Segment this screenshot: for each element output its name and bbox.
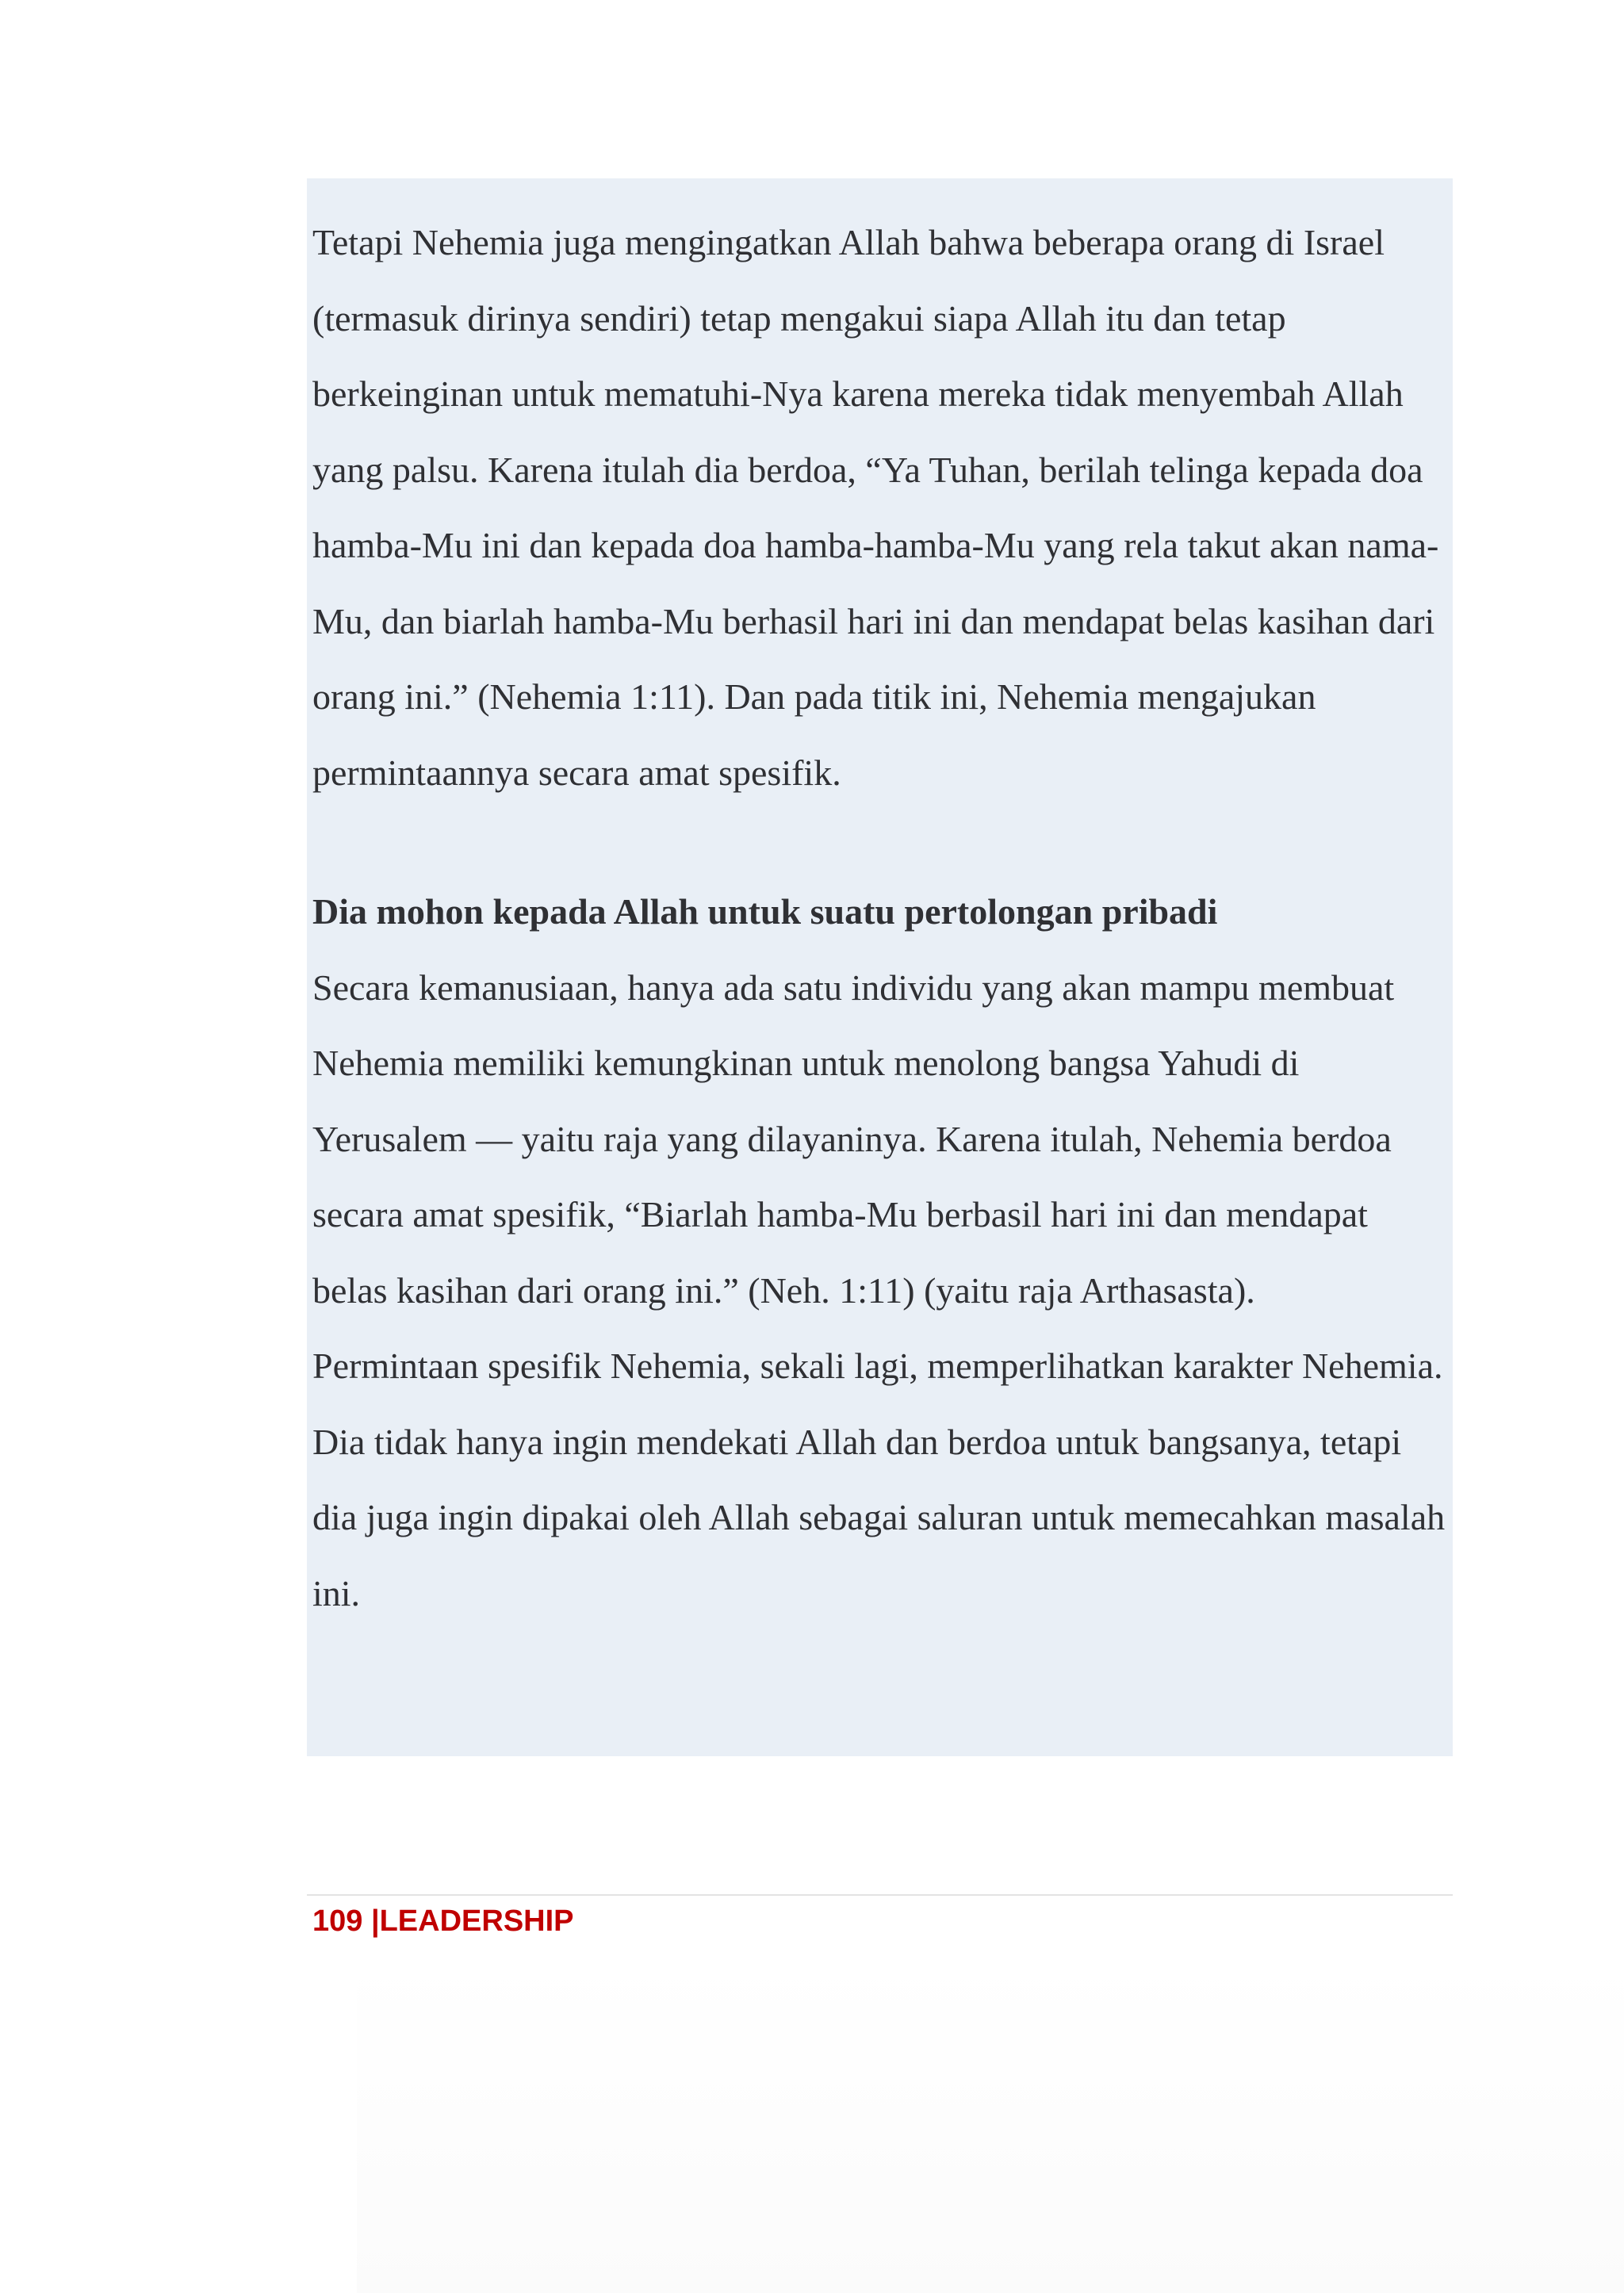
paragraph-specific-request: Permintaan spesifik Nehemia, sekali lagi, memperlihatkan karakter Nehemia. Dia tidak hanya ingin mendekati Allah dan berdoa untuk bangsanya, tetapi dia juga ingin dipakai oleh Allah sebagai saluran untuk memecahkan masalah ini. xyxy=(312,1346,1446,1614)
paragraph-nehemia-prayer: Tetapi Nehemia juga mengingatkan Allah bahwa beberapa orang di Israel (termasuk dirinya sendiri) tetap mengakui siapa Allah itu dan tetap berkeinginan untuk mematuhi-Nya karena mereka tidak menyembah Allah yang palsu. Karena itulah dia berdoa, “Ya Tuhan, berilah telinga kepada doa hamba-Mu ini dan kepada doa hamba-hamba-Mu yang rela takut akan nama-Mu, dan biarlah hamba-Mu berhasil hari ini dan mendapat belas kasihan dari orang ini.” (Nehemia 1:11). Dan pada titik ini, Nehemia mengajukan permintaannya secara amat spesifik. xyxy=(312,222,1439,793)
paragraph-spacer xyxy=(312,810,1446,874)
page-bottom-shade xyxy=(357,1958,1624,2293)
text-column xyxy=(312,205,1446,1631)
paragraph-personal-help: Secara kemanusiaan, hanya ada satu individu yang akan mampu membuat Nehemia memiliki kemungkinan untuk menolong bangsa Yahudi di Yerusalem — yaitu raja yang dilayaninya. Karena itulah, Nehemia berdoa secara amat spesifik, “Biarlah hamba-Mu berbasil hari ini dan mendapat belas kasihan dari orang ini.” (Neh. 1:11) (yaitu raja Arthasasta). xyxy=(312,967,1395,1311)
section-heading: Dia mohon kepada Allah untuk suatu pertolongan pribadi xyxy=(312,891,1218,932)
page-footer: 109 |LEADERSHIP xyxy=(312,1904,574,1938)
footer-divider xyxy=(307,1894,1453,1896)
